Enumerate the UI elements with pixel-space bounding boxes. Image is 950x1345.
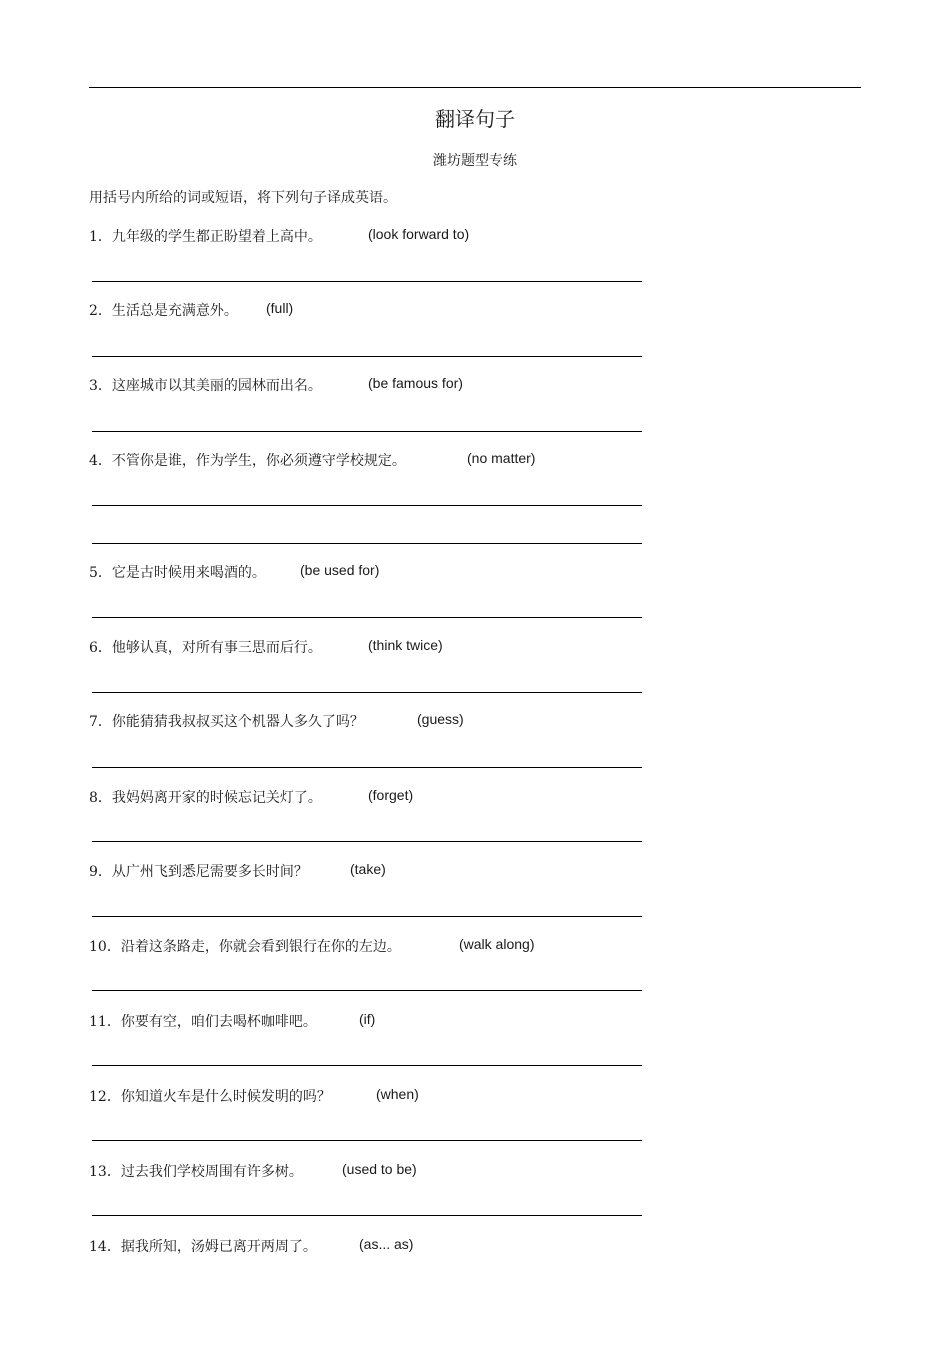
question-hint: (walk along) (459, 936, 535, 952)
answer-line[interactable] (92, 916, 642, 917)
question-text: 5．它是古时候用来喝酒的。 (89, 565, 266, 581)
question-hint: (used to be) (342, 1161, 417, 1177)
question-text: 13．过去我们学校周围有许多树。 (89, 1164, 303, 1180)
question-hint: (no matter) (467, 450, 536, 466)
question-text: 12．你知道火车是什么时候发明的吗？ (89, 1089, 331, 1105)
question-hint: (as... as) (359, 1236, 414, 1252)
instructions: 用括号内所给的词或短语，将下列句子译成英语。 (89, 190, 397, 206)
answer-line[interactable] (92, 617, 642, 618)
answer-line[interactable] (92, 841, 642, 842)
question-hint: (forget) (368, 787, 414, 803)
question-text: 2．生活总是充满意外。 (89, 303, 238, 319)
answer-line[interactable] (92, 1215, 642, 1216)
question-text: 8．我妈妈离开家的时候忘记关灯了。 (89, 790, 322, 806)
answer-line[interactable] (92, 281, 642, 282)
question-text: 4．不管你是谁，作为学生，你必须遵守学校规定。 (89, 453, 406, 469)
answer-line[interactable] (92, 1065, 642, 1066)
question-hint: (guess) (417, 711, 464, 727)
question-hint: (when) (376, 1086, 419, 1102)
answer-line[interactable] (92, 692, 642, 693)
question-hint: (take) (350, 861, 386, 877)
page-subtitle: 潍坊题型专练 (433, 153, 517, 169)
question-hint: (think twice) (368, 637, 443, 653)
page-title: 翻译句子 (435, 107, 515, 131)
question-hint: (be used for) (300, 562, 380, 578)
question-hint: (full) (266, 300, 294, 316)
question-text: 11．你要有空，咱们去喝杯咖啡吧。 (89, 1014, 317, 1030)
question-hint: (look forward to) (368, 226, 470, 242)
question-text: 1．九年级的学生都正盼望着上高中。 (89, 229, 322, 245)
answer-line[interactable] (92, 505, 642, 506)
answer-line[interactable] (92, 356, 642, 357)
question-text: 3．这座城市以其美丽的园林而出名。 (89, 378, 322, 394)
question-hint: (if) (359, 1011, 376, 1027)
question-hint: (be famous for) (368, 375, 463, 391)
question-text: 6．他够认真，对所有事三思而后行。 (89, 640, 322, 656)
answer-line[interactable] (92, 767, 642, 768)
answer-line[interactable] (92, 1140, 642, 1141)
question-text: 10．沿着这条路走，你就会看到银行在你的左边。 (89, 939, 401, 955)
answer-line[interactable] (92, 543, 642, 544)
answer-line[interactable] (92, 990, 642, 991)
answer-line[interactable] (92, 431, 642, 432)
header-rule (89, 87, 861, 88)
question-text: 9．从广州飞到悉尼需要多长时间？ (89, 864, 308, 880)
question-text: 14．据我所知，汤姆已离开两周了。 (89, 1239, 317, 1255)
question-text: 7．你能猜猜我叔叔买这个机器人多久了吗？ (89, 714, 364, 730)
